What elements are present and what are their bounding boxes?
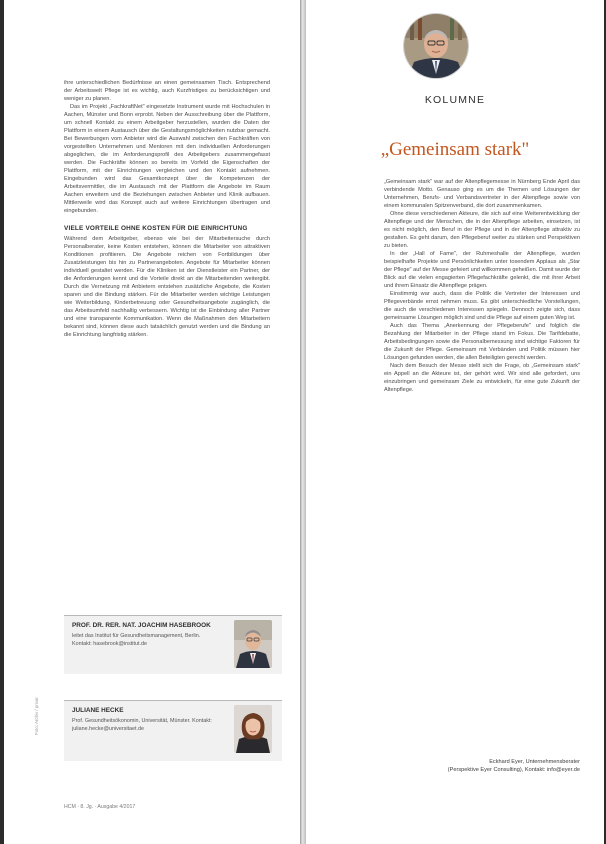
bio-description: Prof. Gesundheitsökonomin, Universität, Münster. Kontakt: juliane.hecke@universitaet.de	[72, 718, 212, 732]
section-heading: VIELE VORTEILE OHNE KOSTEN FÜR DIE EINRICHTUNG	[64, 225, 248, 232]
left-article-column	[64, 79, 270, 339]
author-name: Eckhard Eyer, Unternehmensberater	[489, 759, 580, 765]
column-paragraph: Einstimmig war auch, dass die Politik die Vertreter der Interessen und Pflegeverbände ernst nehmen muss. Es gibt unterschiedliche Vorstellungen, die auch die verschiedenen Interessen spiegeln. Dennoch zeigte sich, dass gemeinsame Lösungen möglich sind und die Pflege auf einem guten Weg ist.	[384, 291, 580, 321]
columnist-portrait-photo	[404, 14, 468, 78]
author-signature	[384, 758, 580, 774]
column-article-text	[384, 178, 580, 394]
bio-name: JULIANE HECKE	[72, 707, 124, 714]
left-intro-paragraph-2: Das im Projekt „FachkraftNet" eingesetzte Instrument wurde mit Hochschulen in Aachen, Münster und Bonn erprobt. Neben der Ausschreibung über die Plattform, um schnell Kontakt zu einem Arbeitgeber herzustellen, wurden die Daten der Plattform in einem Austausch über die Gestaltungsmöglichkeiten nutzbar gemacht. Bei Bewerbungen vom Anbieter wird die Auswahl zwischen den Fachkräften von vorgestellten Unternehmen und Mentoren mit den individuellen Anforderungen abgeglichen, die im Anforderungsprofil des Arbeitgebers zusammengefasst werden. Die Fachkräfte können so bereits im Vorfeld die Eigenschaften der Plattform, mit der Einrichtungen vergleichen und den Kontakt aufnehmen. Eingebunden wird das Gesamtkonzept über die Kompetenzen der Arbeitsvermittler, die im Austausch mit der Plattform die Angebote im Raum Aachen erweitern und die Beziehungen zwischen Anbieter und Klinik aufbauen. Mittlerweile wird das Konzept auch auf weitere Einrichtungen übertragen und eingebunden.	[64, 104, 270, 214]
author-portrait-photo	[234, 705, 272, 753]
left-section-paragraph: Während dem Arbeitgeber, ebenso wie bei der Mitarbeitersuche durch Personalberater, keine Kosten entstehen, können die Mitarbeiter von attraktiven Konditionen profitieren. Die Angebote reichen von Fortbildungen über Zusatzleistungen bis hin zu Partnerangeboten. Angebote für Mitarbeiter können individuell gestaltet werden. Für die Kliniken ist der Dienstleister ein Partner, der die Anforderungen kennt und die Vorteile direkt an die Mitarbeitenden weitergibt. Durch die Vernetzung mit Anbietern entstehen zusätzliche Angebote, die Kosten sparen und die Bindung stärken. Für die Mitarbeiter werden wichtige Leistungen wie Weiterbildung, Kinderbetreuung oder Gesundheitsangebote zugänglich, die das Arbeitsumfeld nachhaltig verbessern. Wichtig ist die Einbindung aller Partner und eine transparente Kommunikation. Wenn die Maßnahmen den Mitarbeitern bekannt sind, können diese auch tatsächlich genutzt werden und die Bindung an die Einrichtung langfristig stärken.	[64, 236, 270, 338]
right-page	[306, 0, 604, 844]
bio-name: PROF. DR. RER. NAT. JOACHIM HASEBROOK	[72, 622, 211, 629]
column-paragraph: In der „Hall of Fame", der Ruhmeshalle der Altenpflege, wurden beispielhafte Projekte und Persönlichkeiten unter tosendem Applaus als „Star der Pflege" auf der Messe gefeiert und willkommen geheißen. Damit wurde der Blick auf die vielen engagierten Pflegefachkräfte gelenkt, die mit ihrer Arbeit und ihrem Einsatz die Altenpflege prägen.	[384, 251, 580, 289]
column-paragraph: Auch das Thema „Anerkennung der Pflegeberufe" und folglich die Bezahlung der Mitarbeiter in der Pflege stand im Fokus. Die Tarifdebatte, Arbeitsbedingungen sowie die Personalbemessung sind wichtige Faktoren für die Zukunft der Pflege. Gemeinsam mit Verbänden und Politik müssen hier Lösungen gefunden werden, die allen Beteiligten gerecht werden.	[384, 323, 580, 361]
author-bio-box	[64, 615, 282, 674]
column-paragraph: „Gemeinsam stark" war auf der Altenpflegemesse in Nürnberg Ende April das verbindende Motto. Genauso ging es um die Themen und Lösungen der Unternehmen, Berufs- und Verbandsvertreter in der Altenpflege sowie von einem kommunalen Spitzenverband, die dort zusammenkamen.	[384, 179, 580, 209]
author-portrait-photo	[234, 620, 272, 668]
bio-description: leitet das Institut für Gesundheitsmanagement, Berlin. Kontakt: hasebrook@institut.de	[72, 633, 201, 647]
author-affiliation: (Perspektive Eyer Consulting), Kontakt: info@eyer.de	[447, 767, 580, 773]
page-footer: HCM · 8. Jg. · Ausgabe 4/2017	[64, 804, 136, 810]
column-paragraph: Ohne diese verschiedenen Akteure, die sich auf eine Weiterentwicklung der Altenpflege und der Menschen, die in der Altenpflege arbeiten, einsetzen, ist es nicht möglich, den Beruf in der Pflege und in der Altenpflege attraktiv zu gestalten. Es geht darum, den Pflegeberuf weiter zu stärken und Perspektiven zu bieten.	[384, 211, 580, 249]
left-page	[4, 0, 300, 844]
article-headline: „Gemeinsam stark"	[380, 139, 530, 160]
rubric-label: KOLUMNE	[424, 94, 486, 106]
left-intro-paragraph-1: ihre unterschiedlichen Bedürfnisse an einen gemeinsamen Tisch. Entsprechend der Arbeitswelt Pflege ist es wichtig, auch Kurzfristiges zu berücksichtigen und weniger zu planen.	[64, 80, 270, 102]
author-bio-box	[64, 700, 282, 761]
column-paragraph: Nach dem Besuch der Messe stellt sich die Frage, ob „Gemeinsam stark" ein Appell an die Akteure ist, der gehört wird. Wir sind alle gefordert, uns einzubringen und gemeinsam Ziele zu entwickeln, für eine gute Zukunft der Altenpflege.	[384, 363, 580, 393]
photo-credit: Foto: Archiv / privat	[34, 697, 39, 735]
